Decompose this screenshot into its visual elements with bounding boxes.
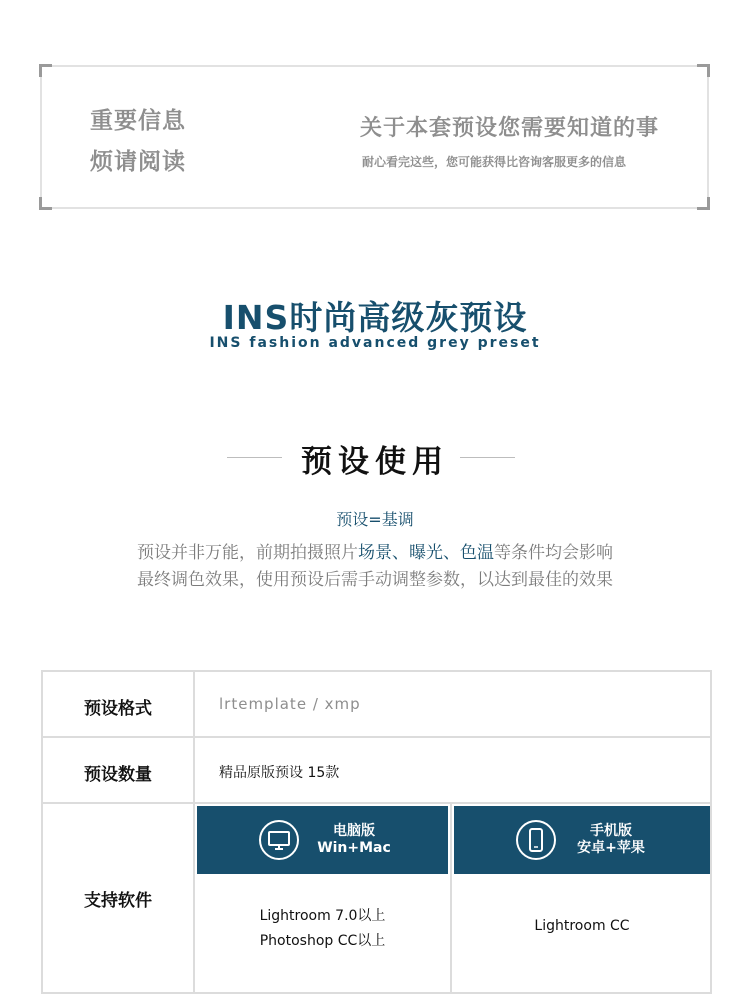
corner-decoration xyxy=(697,64,710,77)
usage-formula: 预设=基调 xyxy=(336,510,414,529)
desc-highlight-exposure: 曝光 xyxy=(409,543,443,563)
format-value: lrtemplate / xmp xyxy=(219,695,361,713)
mobile-version-label: 手机版 xyxy=(590,823,632,839)
desc-text: 预设并非万能，前期拍摄照片 xyxy=(137,543,358,563)
table-divider xyxy=(43,802,710,804)
desktop-version-label: 电脑版 xyxy=(333,823,375,839)
notice-subtitle: 耐心看完这些，您可能获得比咨询客服更多的信息 xyxy=(362,155,627,169)
desktop-header-text xyxy=(309,823,399,857)
software-label: 支持软件 xyxy=(84,891,152,911)
table-divider xyxy=(450,803,452,992)
desc-separator: 、 xyxy=(392,543,409,563)
table-divider xyxy=(193,672,195,992)
usage-description xyxy=(0,540,750,594)
desc-highlight-temperature: 色温 xyxy=(460,543,494,563)
usage-desc-line1 xyxy=(0,540,750,567)
brand-subtitle: INS fashion advanced grey preset xyxy=(209,335,541,351)
notice-left-text xyxy=(90,101,186,183)
table-divider xyxy=(43,736,710,738)
brand-title: INS时尚高级灰预设 xyxy=(222,298,528,337)
count-value: 精品原版预设 15款 xyxy=(219,765,340,781)
mobile-requirements xyxy=(454,914,710,939)
mobile-header xyxy=(454,806,710,874)
mobile-platforms: 安卓+苹果 xyxy=(577,840,645,856)
notice-left-line2: 烦请阅读 xyxy=(90,149,186,175)
desktop-header xyxy=(197,806,448,874)
notice-box xyxy=(40,65,709,209)
corner-decoration xyxy=(39,64,52,77)
info-table xyxy=(41,670,712,994)
corner-decoration xyxy=(697,197,710,210)
corner-decoration xyxy=(39,197,52,210)
smartphone-icon xyxy=(516,820,556,860)
mobile-header-text xyxy=(566,823,656,857)
section-title: 预设使用 xyxy=(301,444,449,480)
notice-title: 关于本套预设您需要知道的事 xyxy=(360,116,660,141)
count-label: 预设数量 xyxy=(84,765,152,785)
desktop-platforms: Win+Mac xyxy=(317,840,391,856)
usage-desc-line2: 最终调色效果，使用预设后需手动调整参数，以达到最佳的效果 xyxy=(137,570,613,590)
desc-text: 等条件均会影响 xyxy=(494,543,613,563)
format-label: 预设格式 xyxy=(84,699,152,719)
desktop-req-lightroom: Lightroom 7.0以上 xyxy=(259,908,386,924)
monitor-icon xyxy=(259,820,299,860)
notice-left-line1: 重要信息 xyxy=(90,108,186,134)
desc-highlight-scene: 场景 xyxy=(358,543,392,563)
desktop-requirements xyxy=(197,904,448,954)
divider-right xyxy=(460,457,515,458)
desc-separator: 、 xyxy=(443,543,460,563)
mobile-req-lightroom: Lightroom CC xyxy=(534,918,630,934)
desktop-req-photoshop: Photoshop CC以上 xyxy=(259,933,386,949)
